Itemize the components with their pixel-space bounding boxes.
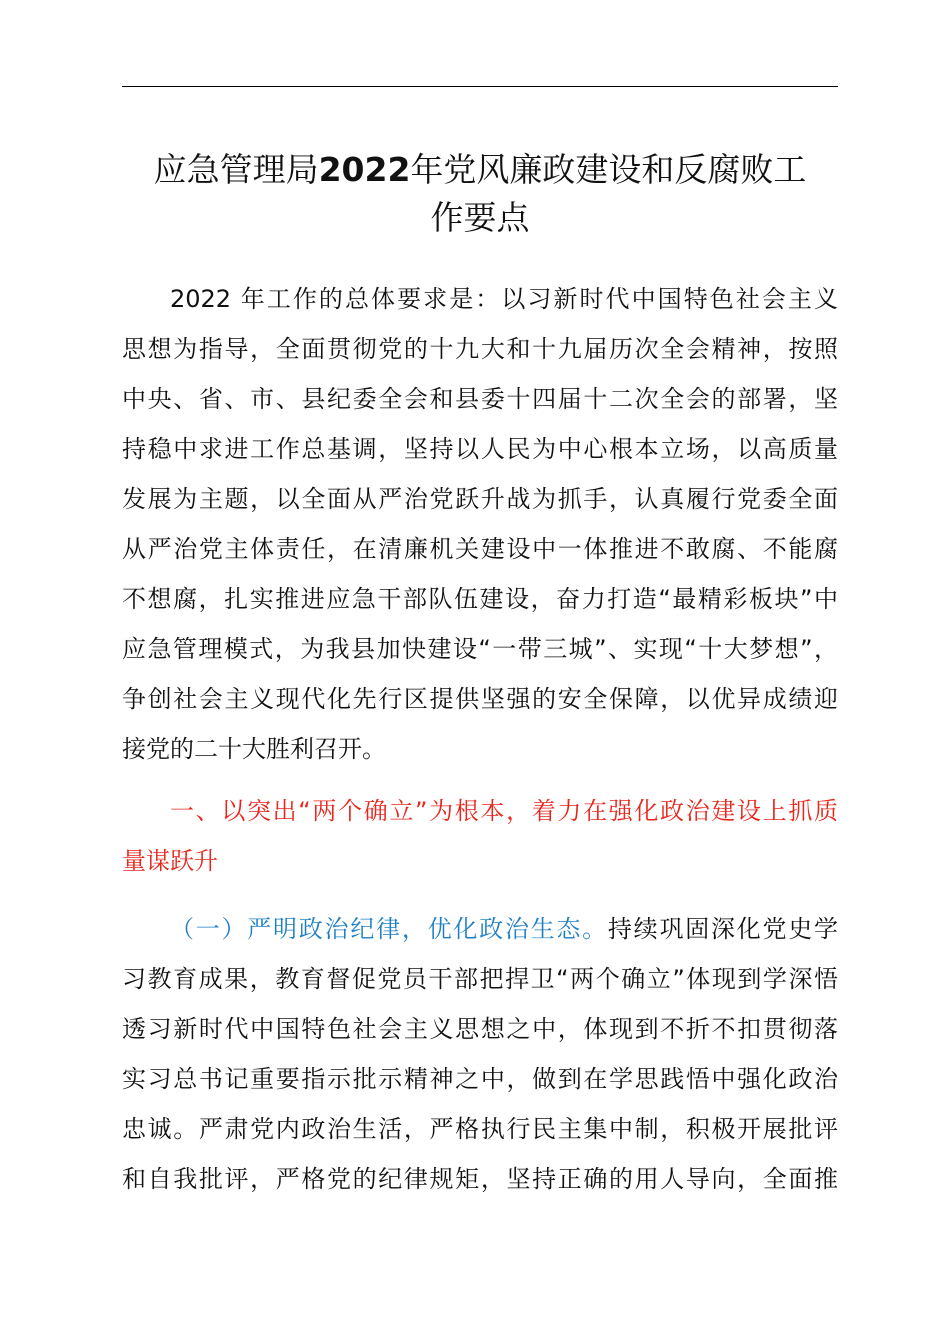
title-year: 2022 bbox=[318, 150, 411, 189]
paragraph-line: 和自我批评，严格党的纪律规矩，坚持正确的用人导向，全面推 bbox=[122, 1165, 838, 1193]
heading-line: 一、以突出“两个确立”为根本，着力在强化政治建设上抓质 bbox=[170, 797, 838, 825]
paragraph-line: 应急管理模式，为我县加快建设“一带三城”、实现“十大梦想”， bbox=[122, 635, 838, 663]
paragraph-line: 透习新时代中国特色社会主义思想之中，体现到不折不扣贯彻落 bbox=[122, 1015, 838, 1043]
heading-line: 量谋跃升 bbox=[122, 847, 218, 875]
paragraph-line: 争创社会主义现代化先行区提供坚强的安全保障，以优异成绩迎 bbox=[122, 685, 838, 713]
subsection-1-text-start: 持续巩固深化党史学 bbox=[607, 915, 839, 943]
paragraph-line: 接党的二十大胜利召开。 bbox=[122, 735, 386, 763]
paragraph-line: 从严治党主体责任，在清廉机关建设中一体推进不敢腐、不能腐 bbox=[122, 535, 838, 563]
subsection-1-heading: （一）严明政治纪律，优化政治生态。 bbox=[170, 915, 608, 943]
paragraph-line: 不想腐，扎实推进应急干部队伍建设，奋力打造“最精彩板块”中 bbox=[122, 585, 838, 613]
paragraph-line: 持稳中求进工作总基调，坚持以人民为中心根本立场，以高质量 bbox=[122, 435, 838, 463]
paragraph-line: 中央、省、市、县纪委全会和县委十四届十二次全会的部署，坚 bbox=[122, 385, 838, 413]
document-title bbox=[110, 146, 850, 242]
paragraph-line: 忠诚。严肃党内政治生活，严格执行民主集中制，积极开展批评 bbox=[122, 1115, 838, 1143]
paragraph-line: 2022 年工作的总体要求是：以习新时代中国特色社会主义 bbox=[170, 285, 838, 313]
subsection-1-paragraph bbox=[122, 904, 838, 1204]
section-1-heading bbox=[122, 786, 838, 886]
paragraph-line: 习教育成果，教育督促党员干部把捍卫“两个确立”体现到学深悟 bbox=[122, 965, 838, 993]
title-line-2: 作要点 bbox=[430, 198, 530, 237]
paragraph-line: 思想为指导，全面贯彻党的十九大和十九届历次全会精神，按照 bbox=[122, 335, 838, 363]
title-prefix: 应急管理局 bbox=[153, 150, 319, 189]
intro-paragraph bbox=[122, 274, 838, 774]
paragraph-line: 发展为主题，以全面从严治党跃升战为抓手，认真履行党委全面 bbox=[122, 485, 838, 513]
header-rule bbox=[122, 86, 838, 87]
paragraph-line: 实习总书记重要指示批示精神之中，做到在学思践悟中强化政治 bbox=[122, 1065, 838, 1093]
paragraph-line bbox=[122, 904, 838, 954]
title-suffix: 年党风廉政建设和反腐败工 bbox=[410, 150, 807, 189]
title-line-1 bbox=[110, 146, 850, 194]
